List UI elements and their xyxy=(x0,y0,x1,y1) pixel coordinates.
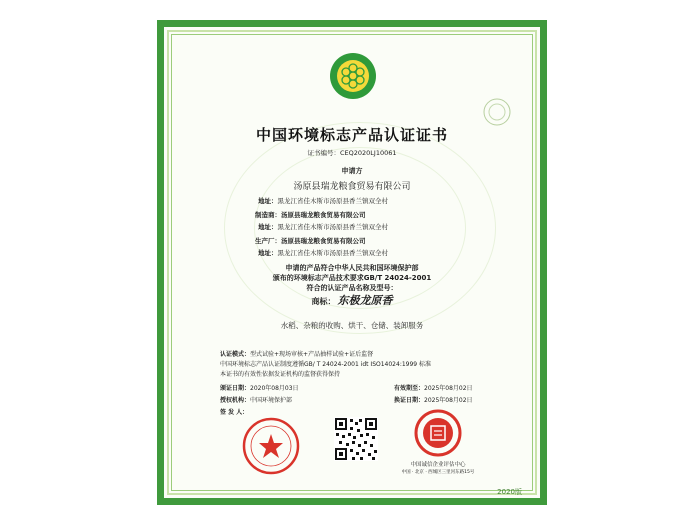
applicant-name: 汤原县瑞龙粮食贸易有限公司 xyxy=(293,182,411,192)
manufacturer-address: 地址：黑龙江省佳木斯市汤原县香兰镇双全村 xyxy=(258,223,388,231)
manufacturer: 制造商：汤原县瑞龙粮食贸易有限公司 xyxy=(255,211,366,219)
statement-line-1: 申请的产品符合中华人民共和国环境保护部 xyxy=(285,264,419,272)
certificate-frame xyxy=(157,20,547,505)
factory-address: 地址：黑龙江省佳木斯市汤原县香兰镇双全村 xyxy=(258,249,388,257)
edition-mark: 2020版 xyxy=(497,488,522,496)
certification-mode: 认证模式：型式试验+现场审核+产品抽样试验+证后监督 xyxy=(220,351,374,358)
authority: 授权机构：中国环境保护部 xyxy=(220,397,293,404)
qr-code-icon xyxy=(334,417,378,461)
certificate-title: 中国环境标志产品认证证书 xyxy=(255,126,448,144)
credit-center-seal-icon xyxy=(414,409,462,457)
red-seal-icon xyxy=(242,417,300,475)
environmental-label-logo-icon xyxy=(329,52,377,100)
center-address: 中国 · 北京 · 西城区三里河东路15号 xyxy=(401,470,475,475)
center-name: 中国诚信企业评估中心 xyxy=(410,462,466,468)
brand: 商标： 东极龙原香 xyxy=(311,294,393,307)
product-scope: 水稻、杂粮的收购、烘干、仓储、装卸服务 xyxy=(280,321,424,330)
issue-date: 颁证日期：2020年08月03日 xyxy=(220,385,299,392)
applicant-label: 申请方 xyxy=(341,167,363,175)
certificate-number: 证书编号：CEQ2020LJ10061 xyxy=(307,149,397,157)
validity-line: 本证书的有效性依据发证机构的监督获得保持 xyxy=(220,371,341,378)
issuer: 签 发 人： xyxy=(220,409,249,416)
renewal-date: 换证日期：2025年08月02日 xyxy=(394,397,473,404)
statement-line-2: 颁布的环境标志产品技术要求GB/T 24024-2001 xyxy=(272,274,432,282)
rule-line: 中国环境标志产品认证制度遵循GB/ T 24024-2001 idt ISO14024:1999 标准 xyxy=(220,361,432,368)
factory: 生产厂：汤原县瑞龙粮食贸易有限公司 xyxy=(255,237,366,245)
emblem-icon xyxy=(482,97,512,127)
applicant-address: 地址：黑龙江省佳木斯市汤原县香兰镇双全村 xyxy=(258,197,388,205)
valid-until: 有效期至：2025年08月02日 xyxy=(394,385,473,392)
statement-line-3: 符合的认证产品名称及型号： xyxy=(306,284,398,292)
